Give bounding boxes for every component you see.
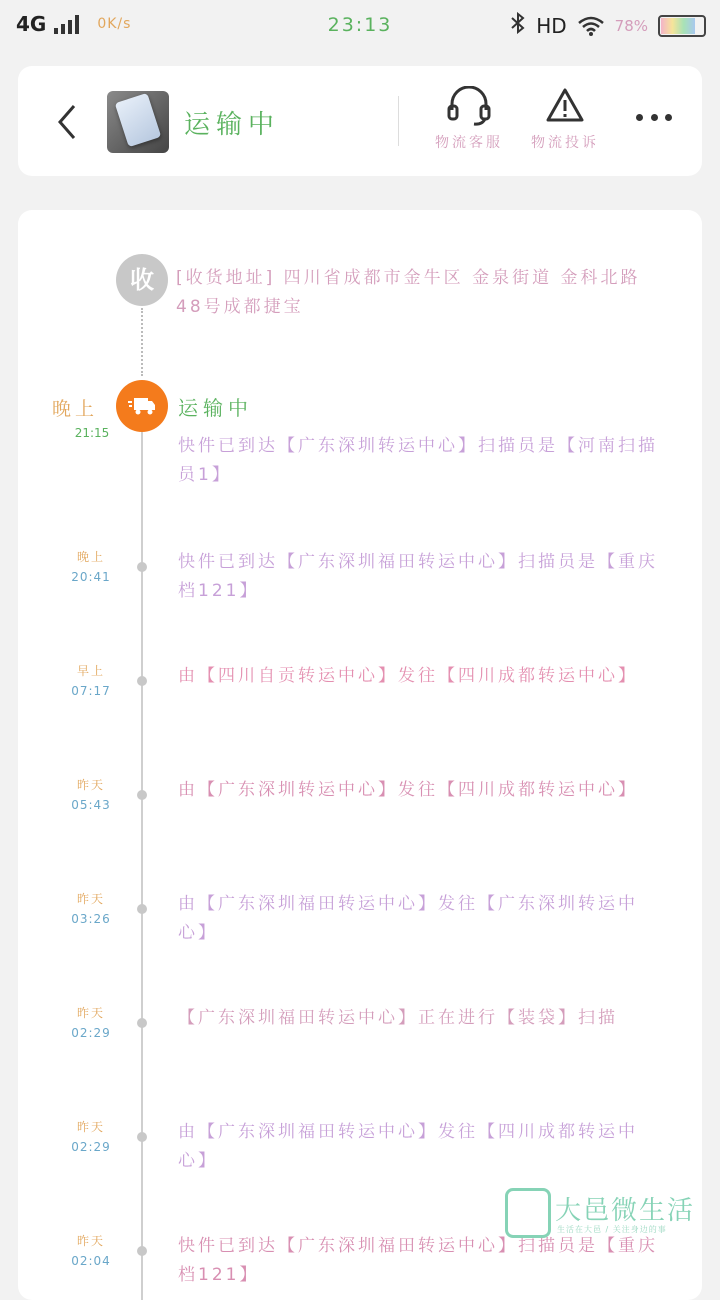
timeline-event: [18, 662, 702, 772]
event-desc: 由【四川自贡转运中心】发往【四川成都转运中心】: [178, 666, 638, 686]
network-type: 4G: [16, 12, 47, 36]
logistics-service-button[interactable]: [424, 86, 514, 152]
network-speed: 0K/s: [97, 16, 132, 32]
event-day: 昨天: [76, 1234, 105, 1248]
event-day: 昨天: [76, 1006, 105, 1020]
event-day: 早上: [76, 664, 105, 678]
current-status-node: [116, 380, 168, 432]
current-event-day: 晚上: [51, 398, 98, 420]
back-button[interactable]: [52, 102, 82, 142]
timeline-dot: [137, 1132, 147, 1142]
event-desc: 由【广东深圳福田转运中心】发往【广东深圳转运中心】: [178, 894, 638, 943]
current-event-time: 21:15: [74, 426, 110, 440]
event-desc: 【广东深圳福田转运中心】正在进行【装袋】扫描: [178, 1008, 618, 1028]
event-time: 07:17: [71, 684, 111, 698]
header-divider: [398, 96, 399, 146]
timeline-dot: [137, 904, 147, 914]
logistics-service-label: 物流客服: [435, 135, 503, 151]
timeline-dot: [137, 1018, 147, 1028]
header-card: [18, 66, 702, 176]
chevron-left-icon: [52, 102, 82, 142]
timeline-event: [18, 548, 702, 658]
event-day: 昨天: [76, 892, 105, 906]
watermark-logo: [505, 1186, 705, 1242]
headset-icon: [446, 86, 492, 126]
event-desc: 由【广东深圳转运中心】发往【四川成都转运中心】: [178, 780, 638, 800]
logistics-complaint-label: 物流投诉: [531, 135, 599, 151]
more-dots-icon: [636, 114, 643, 121]
logistics-complaint-button[interactable]: [520, 86, 610, 152]
clock: 23:13: [327, 14, 393, 36]
event-day: 昨天: [76, 1120, 105, 1134]
warning-icon: [545, 86, 585, 126]
timeline-dot: [137, 790, 147, 800]
event-time: 02:04: [71, 1254, 111, 1268]
receiver-badge: 收: [116, 254, 168, 306]
event-time: 02:29: [71, 1140, 111, 1154]
product-thumbnail[interactable]: [107, 91, 169, 153]
event-time: 02:29: [71, 1026, 111, 1040]
timeline-event: [18, 776, 702, 886]
wifi-icon: [577, 15, 605, 37]
timeline-dot: [137, 676, 147, 686]
page-title: 运输中: [184, 110, 281, 140]
timeline-event: [18, 890, 702, 1000]
event-time: 03:26: [71, 912, 111, 926]
timeline-event: [18, 1232, 702, 1300]
more-options-button[interactable]: [636, 114, 672, 124]
battery-percent: 78%: [614, 16, 648, 35]
timeline-dot: [137, 562, 147, 572]
watermark-name: 大邑微生活: [555, 1196, 696, 1226]
event-desc: 快件已到达【广东深圳福田转运中心】扫描员是【重庆档121】: [178, 1236, 658, 1285]
bluetooth-icon: [510, 12, 526, 39]
timeline-dotted-rail: [141, 308, 143, 376]
current-status: 运输中: [178, 396, 253, 420]
event-desc: 快件已到达【广东深圳福田转运中心】扫描员是【重庆档121】: [178, 552, 658, 601]
watermark-icon: [505, 1188, 551, 1238]
status-bar: [0, 0, 720, 52]
event-day: 晚上: [76, 550, 105, 564]
event-time: 05:43: [71, 798, 111, 812]
watermark-tagline: 生活在大邑 / 关注身边的事: [557, 1225, 667, 1234]
event-day: 昨天: [76, 778, 105, 792]
event-desc: 由【广东深圳福田转运中心】发往【四川成都转运中心】: [178, 1122, 638, 1171]
current-event-desc: 快件已到达【广东深圳转运中心】扫描员是【河南扫描员1】: [178, 436, 658, 485]
event-time: 20:41: [71, 570, 111, 584]
battery-icon: [658, 15, 706, 37]
timeline-event: [18, 1004, 702, 1114]
tracking-timeline: [18, 210, 702, 1300]
truck-icon: [128, 395, 156, 417]
hd-indicator: HD: [536, 13, 567, 38]
timeline-dot: [137, 1246, 147, 1256]
receiver-address: [收货地址] 四川省成都市金牛区 金泉街道 金科北路48号成都捷宝: [176, 268, 641, 317]
